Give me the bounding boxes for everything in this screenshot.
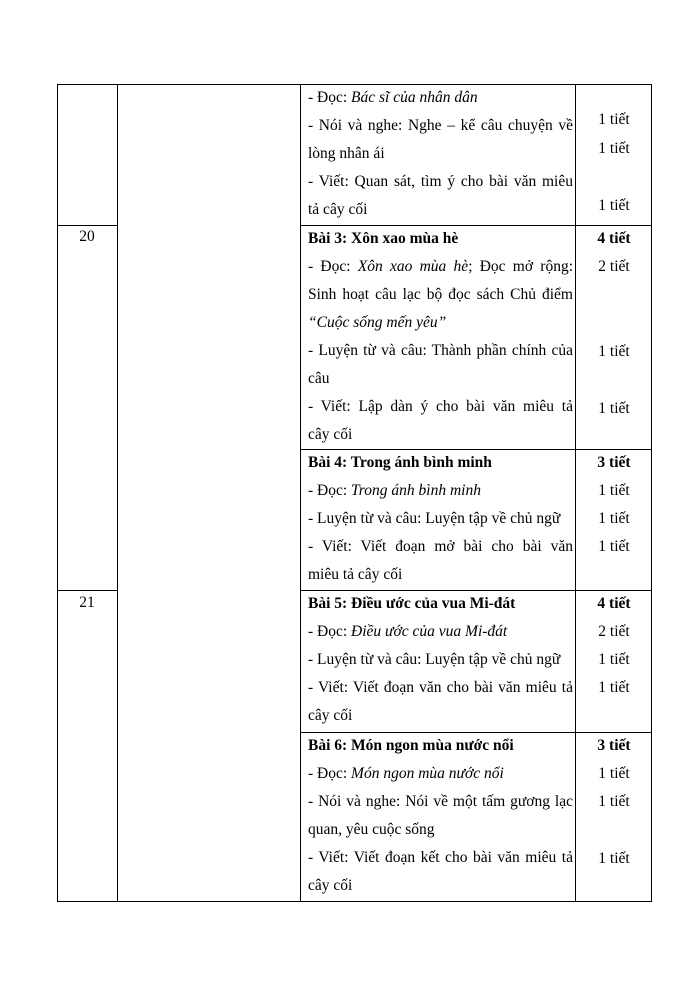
period-total: 3 tiết bbox=[597, 454, 631, 471]
period-total: 4 tiết bbox=[597, 595, 631, 612]
period-count: 1 tiết bbox=[598, 765, 630, 782]
lesson-line: - Viết: Viết đoạn mở bài cho bài văn bbox=[308, 538, 573, 555]
lesson-line: - Viết: Lập dàn ý cho bài văn miêu tả bbox=[308, 398, 573, 415]
lesson-line: cây cối bbox=[308, 426, 353, 443]
lesson-line: tả cây cối bbox=[308, 201, 368, 218]
period-count: 1 tiết bbox=[598, 400, 630, 417]
lesson-line: - Viết: Viết đoạn kết cho bài văn miêu tả bbox=[308, 849, 573, 866]
period-count: 1 tiết bbox=[598, 793, 630, 810]
week-number: 20 bbox=[79, 228, 95, 245]
lesson-line: - Viết: Quan sát, tìm ý cho bài văn miêu bbox=[308, 173, 573, 190]
lesson-line: - Đọc: Món ngon mùa nước nổi bbox=[308, 765, 504, 782]
lesson-line: “Cuộc sống mến yêu” bbox=[308, 314, 447, 331]
lesson-line: Sinh hoạt câu lạc bộ đọc sách Chủ điểm bbox=[308, 286, 573, 303]
lesson-title: Bài 4: Trong ánh bình minh bbox=[308, 454, 492, 471]
lesson-line: - Nói và nghe: Nói về một tấm gương lạc bbox=[308, 793, 573, 810]
period-count: 1 tiết bbox=[598, 538, 630, 555]
period-count: 1 tiết bbox=[598, 850, 630, 867]
lesson-line: lòng nhân ái bbox=[308, 145, 385, 162]
lesson-line: - Đọc: Trong ánh bình minh bbox=[308, 482, 481, 499]
lesson-line: cây cối bbox=[308, 877, 353, 894]
lesson-line: - Nói và nghe: Nghe – kể câu chuyện về bbox=[308, 117, 573, 134]
lesson-line: - Viết: Viết đoạn văn cho bài văn miêu tả bbox=[308, 679, 573, 696]
lesson-line: quan, yêu cuộc sống bbox=[308, 821, 435, 838]
week-number: 21 bbox=[79, 594, 95, 611]
period-count: 1 tiết bbox=[598, 140, 630, 157]
lesson-line: miêu tả cây cối bbox=[308, 566, 403, 583]
table-border bbox=[117, 84, 118, 902]
period-count: 2 tiết bbox=[598, 623, 630, 640]
period-total: 4 tiết bbox=[597, 230, 631, 247]
period-count: 1 tiết bbox=[598, 197, 630, 214]
table-border bbox=[57, 901, 652, 902]
period-count: 1 tiết bbox=[598, 343, 630, 360]
lesson-line: cây cối bbox=[308, 707, 353, 724]
lesson-title: Bài 3: Xôn xao mùa hè bbox=[308, 230, 459, 247]
table-border bbox=[300, 84, 301, 902]
period-count: 2 tiết bbox=[598, 258, 630, 275]
lesson-line: - Luyện từ và câu: Luyện tập về chủ ngữ bbox=[308, 651, 561, 668]
period-count: 1 tiết bbox=[598, 482, 630, 499]
lesson-title: Bài 5: Điều ước của vua Mi-đát bbox=[308, 595, 516, 612]
period-count: 1 tiết bbox=[598, 679, 630, 696]
lesson-line: câu bbox=[308, 370, 330, 387]
lesson-line: - Đọc: Điều ước của vua Mi-đát bbox=[308, 623, 508, 640]
period-count: 1 tiết bbox=[598, 510, 630, 527]
period-count: 1 tiết bbox=[598, 651, 630, 668]
period-count: 1 tiết bbox=[598, 111, 630, 128]
lesson-title: Bài 6: Món ngon mùa nước nổi bbox=[308, 737, 514, 754]
lesson-line: - Luyện từ và câu: Luyện tập về chủ ngữ bbox=[308, 510, 561, 527]
period-total: 3 tiết bbox=[597, 737, 631, 754]
table-border bbox=[57, 84, 58, 902]
lesson-line: - Đọc: Xôn xao mùa hè; Đọc mở rộng: bbox=[308, 258, 574, 275]
lesson-line: - Đọc: Bác sĩ của nhân dân bbox=[308, 89, 478, 106]
lesson-line: - Luyện từ và câu: Thành phần chính của bbox=[308, 342, 573, 359]
